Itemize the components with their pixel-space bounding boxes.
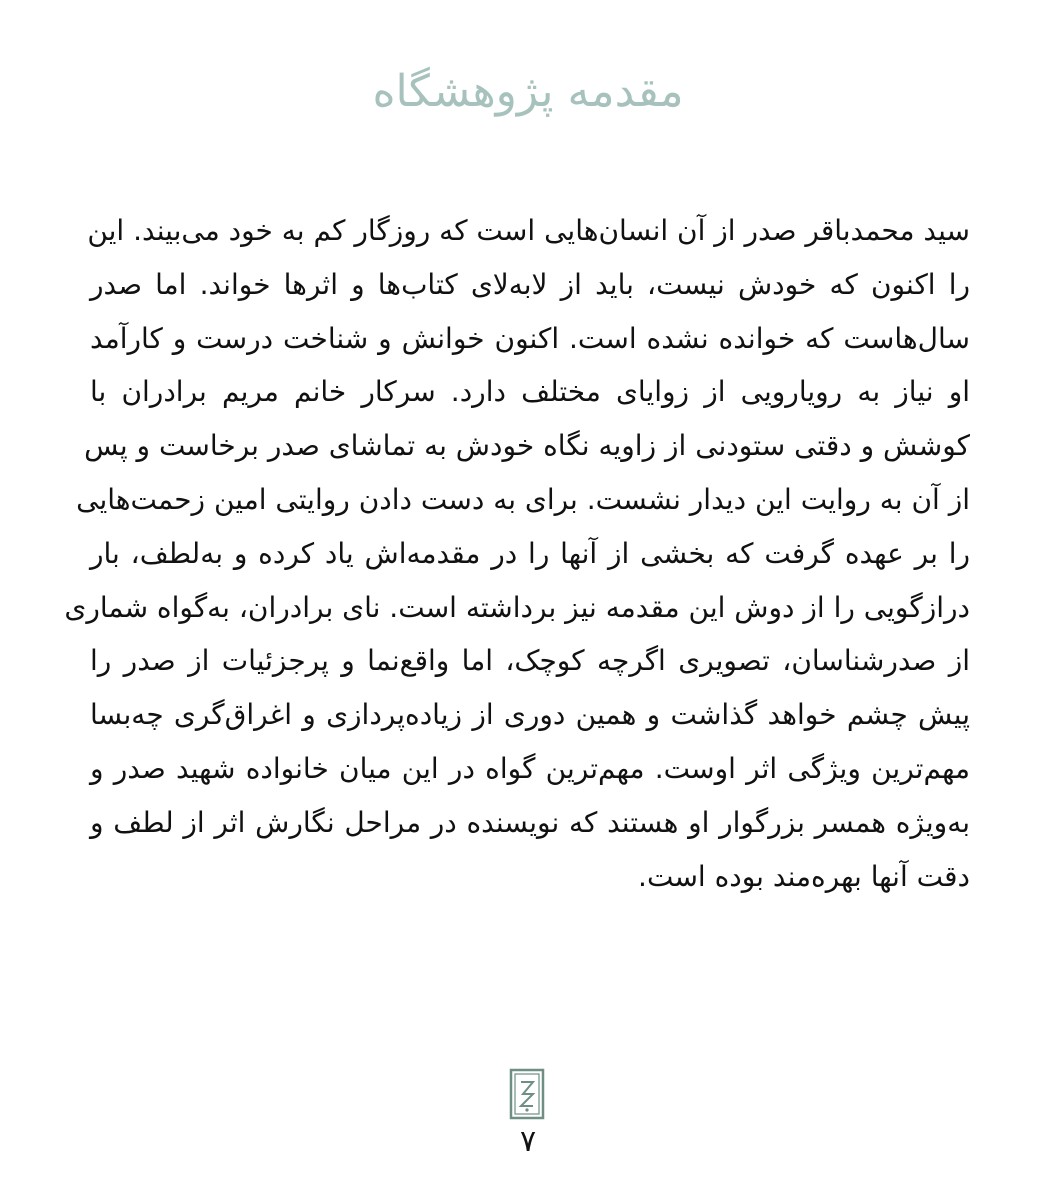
text-line: از صدرشناسان، تصویری اگرچه کوچک، اما واقع‌نما و پرجزئیات از صدر را [90, 644, 970, 678]
text-line: را بر عهده گرفت که بخشی از آنها را در مقدمه‌اش یاد کرده و به‌لطف، بار [90, 536, 970, 570]
text-line: او نیاز به رویارویی از زوایای مختلف دارد. سرکار خانم مریم برادران با [90, 375, 970, 409]
text-line: کوشش و دقتی ستودنی از زاویه نگاه خودش به تماشای صدر برخاست و پس [84, 429, 970, 463]
text-line: سال‌هاست که خوانده نشده است. اکنون خوانش و شناخت درست و کارآمد [90, 321, 970, 355]
text-line: را اکنون که خودش نیست، باید از لابه‌لای کتاب‌ها و اثرها خواند. اما صدر [90, 267, 970, 301]
text-line: درازگویی را از دوش این مقدمه نیز برداشته است. نای برادران، به‌گواه شماری [64, 590, 970, 624]
text-line: سید محمدباقر صدر از آن انسان‌هایی است که روزگار کم به خود می‌بیند. این [87, 214, 970, 247]
text-line: مهم‌ترین ویژگی اثر اوست. مهم‌ترین گواه در این میان خانواده شهید صدر و [90, 751, 970, 785]
text-line: از آن به روایت این دیدار نشست. برای به دست دادن روایتی امین زحمت‌هایی [76, 482, 970, 516]
text-line: پیش چشم خواهد گذاشت و همین دوری از زیاده‌پردازی و اغراق‌گری چه‌بسا [90, 698, 970, 732]
body-paragraph [64, 204, 970, 903]
text-line: به‌ویژه همسر بزرگوار او هستند که نویسنده در مراحل نگارش اثر از لطف و [90, 805, 970, 839]
text-line-last: دقت آنها بهره‌مند بوده است. [638, 859, 970, 893]
page-number: ۷ [519, 1124, 537, 1159]
publisher-emblem-icon [509, 1068, 545, 1120]
page-title: مقدمه پژوهشگاه [372, 66, 684, 117]
